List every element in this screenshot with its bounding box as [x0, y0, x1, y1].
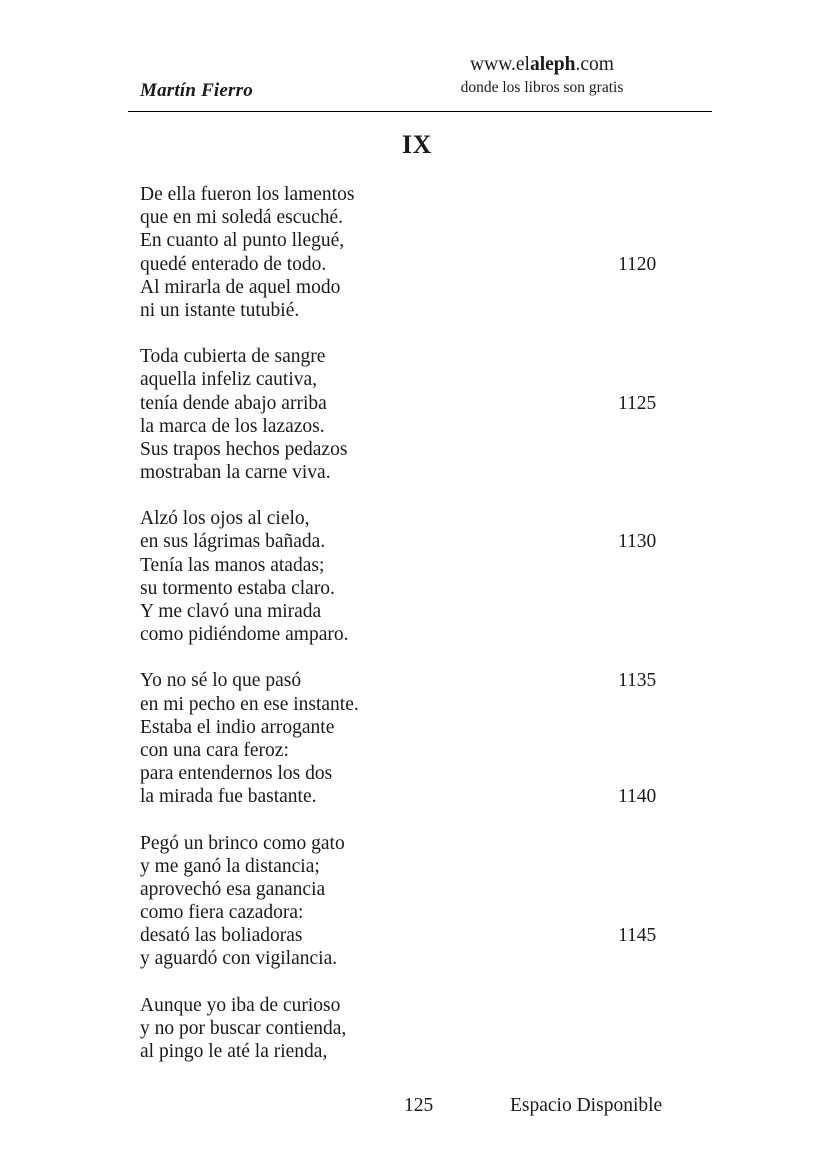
verse-line — [140, 461, 700, 484]
verse-line — [140, 299, 700, 322]
page-footer — [0, 1093, 828, 1121]
verse-line — [140, 253, 700, 276]
verse-line — [140, 901, 700, 924]
verse-text: En cuanto al punto llegué, — [140, 230, 345, 252]
verse-text: Estaba el indio arrogante — [140, 716, 335, 738]
verse-text: para entendernos los dos — [140, 763, 333, 785]
stanza — [140, 507, 700, 646]
verse-text: tenía dende abajo arriba — [140, 392, 327, 414]
book-title: Martín Fierro — [140, 80, 253, 101]
poem-body — [140, 183, 700, 1063]
stanza — [140, 832, 700, 971]
verse-line — [140, 507, 700, 530]
verse-line — [140, 878, 700, 901]
verse-text: en sus lágrimas bañada. — [140, 531, 326, 553]
publisher-tagline: donde los libros son gratis — [460, 79, 624, 96]
site-brand: aleph — [529, 54, 576, 75]
verse-line — [140, 947, 700, 970]
verse-line — [140, 1040, 700, 1063]
verse-line — [140, 438, 700, 461]
verse-text: como pidiéndome amparo. — [140, 624, 349, 646]
verse-line — [140, 924, 700, 947]
verse-text: la mirada fue bastante. — [140, 786, 317, 808]
verse-text: quedé enterado de todo. — [140, 253, 327, 275]
publisher-website — [372, 52, 712, 77]
verse-line — [140, 276, 700, 299]
verse-line — [140, 693, 700, 716]
canto-number: IX — [402, 130, 432, 159]
verse-line — [140, 554, 700, 577]
verse-line-number: 1125 — [618, 392, 657, 414]
verse-text: ni un istante tutubié. — [140, 299, 300, 321]
verse-line — [140, 623, 700, 646]
verse-text: y aguardó con vigilancia. — [140, 948, 338, 970]
verse-text: su tormento estaba claro. — [140, 577, 335, 599]
verse-text: como fiera cazadora: — [140, 902, 304, 924]
verse-text: que en mi soledá escuché. — [140, 207, 344, 229]
page-number: 125 — [404, 1095, 434, 1116]
verse-text: Alzó los ojos al cielo, — [140, 508, 310, 530]
site-suffix: .com — [575, 54, 614, 75]
stanza — [140, 345, 700, 484]
verse-line — [140, 206, 700, 229]
verse-text: y no por buscar contienda, — [140, 1017, 347, 1039]
verse-line — [140, 994, 700, 1017]
verse-line — [140, 716, 700, 739]
verse-line — [140, 762, 700, 785]
verse-text: Tenía las manos atadas; — [140, 554, 325, 576]
verse-line — [140, 669, 700, 692]
verse-text: desató las boliadoras — [140, 925, 303, 947]
verse-line — [140, 785, 700, 808]
verse-text: Pegó un brinco como gato — [140, 832, 345, 854]
header-divider-rule — [128, 111, 712, 112]
verse-line — [140, 392, 700, 415]
verse-text: con una cara feroz: — [140, 739, 289, 761]
verse-line-number: 1145 — [618, 925, 657, 947]
canto-heading — [0, 130, 828, 160]
verse-line-number: 1135 — [618, 670, 657, 692]
verse-text: Aunque yo iba de curioso — [140, 994, 341, 1016]
verse-text: en mi pecho en ese instante. — [140, 693, 359, 715]
verse-text: De ella fueron los lamentos — [140, 184, 355, 205]
verse-line-number: 1130 — [618, 531, 657, 553]
verse-text: la marca de los lazazos. — [140, 415, 325, 437]
verse-line-number: 1140 — [618, 786, 657, 808]
verse-line — [140, 183, 700, 206]
verse-line — [140, 1017, 700, 1040]
verse-text: aprovechó esa ganancia — [140, 878, 326, 900]
verse-line — [140, 600, 700, 623]
verse-line — [140, 530, 700, 553]
verse-text: y me ganó la distancia; — [140, 855, 320, 877]
verse-text: Toda cubierta de sangre — [140, 346, 326, 368]
verse-text: aquella infeliz cautiva, — [140, 369, 318, 391]
footer-note: Espacio Disponible — [510, 1095, 663, 1116]
stanza — [140, 669, 700, 808]
verse-line — [140, 415, 700, 438]
verse-text: Sus trapos hechos pedazos — [140, 438, 348, 460]
verse-line — [140, 577, 700, 600]
verse-text: mostraban la carne viva. — [140, 462, 331, 484]
verse-text: Yo no sé lo que pasó — [140, 670, 302, 692]
verse-text: Y me clavó una mirada — [140, 601, 322, 622]
verse-line — [140, 368, 700, 391]
verse-text: Al mirarla de aquel modo — [140, 276, 341, 298]
verse-line — [140, 345, 700, 368]
stanza — [140, 994, 700, 1064]
verse-line — [140, 739, 700, 762]
verse-line — [140, 855, 700, 878]
stanza — [140, 183, 700, 322]
verse-line-number: 1120 — [618, 253, 657, 275]
publisher-block — [372, 52, 712, 99]
running-head — [128, 52, 712, 106]
verse-line — [140, 229, 700, 252]
verse-text: al pingo le até la rienda, — [140, 1041, 328, 1062]
verse-line — [140, 832, 700, 855]
site-prefix: www.el — [470, 54, 530, 75]
